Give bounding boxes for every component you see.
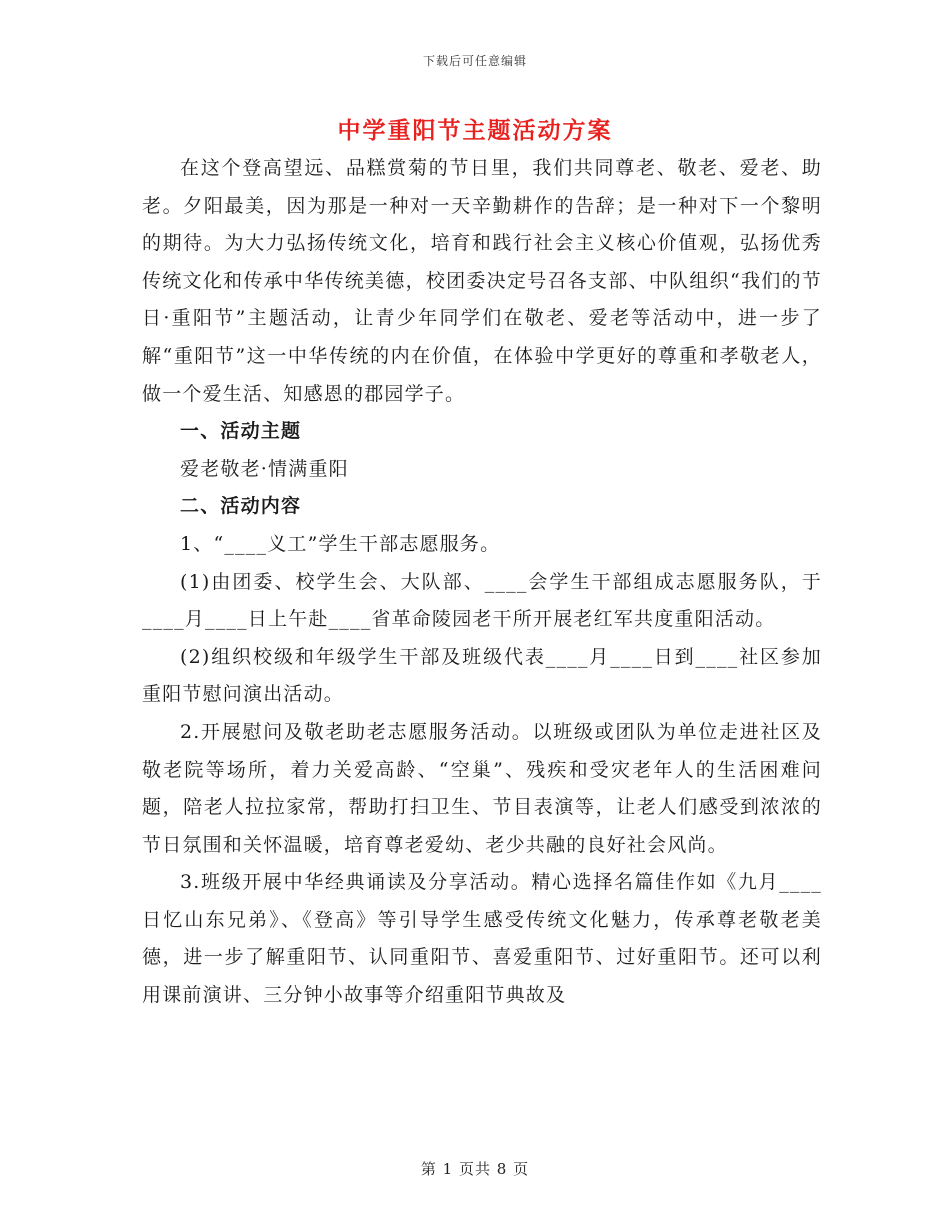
content-item-2: 2.开展慰问及敬老助老志愿服务活动。以班级或团队为单位走进社区及敬老院等场所，着力关爱高龄、“空巢”、残疾和受灾老年人的生活困难问题，陪老人拉拉家常，帮助打扫卫生、节目表演等，让老人们感受到浓浓的节日氛围和关怀温暖，培育尊老爱幼、老少共融的良好社会风尚。: [142, 720, 822, 856]
document-title: 中学重阳节主题活动方案: [337, 117, 613, 144]
section-heading-theme: 一、活动主题: [180, 420, 302, 443]
theme-text: 爱老敬老·情满重阳: [180, 457, 349, 480]
content-item-3: 3.班级开展中华经典诵读及分享活动。精心选择名篇佳作如《九月____日忆山东兄弟》、《登高》等引导学生感受传统文化魅力，传承尊老敬老美德，进一步了解重阳节、认同重阳节、喜爱重阳节、过好重阳节。还可以利用课前演讲、三分钟小故事等介绍重阳节典故及: [142, 871, 822, 1007]
document-body: [142, 150, 822, 1015]
content-item-1-sub-1: (1)由团委、校学生会、大队部、____会学生干部组成志愿服务队，于____月____日上午赴____省革命陵园老干所开展老红军共度重阳活动。: [142, 570, 822, 631]
content-item-1-sub-2: (2)组织校级和年级学生干部及班级代表____月____日到____社区参加重阳节慰问演出活动。: [142, 645, 822, 706]
section-heading-content: 二、活动内容: [180, 495, 302, 518]
header-note: 下载后可任意编辑: [422, 54, 527, 68]
content-item-1: 1、“____义工”学生干部志愿服务。: [180, 532, 501, 555]
intro-paragraph: 在这个登高望远、品糕赏菊的节日里，我们共同尊老、敬老、爱老、助老。夕阳最美，因为那是一种对一天辛勤耕作的告辞；是一种对下一个黎明的期待。为大力弘扬传统文化，培育和践行社会主义核心价值观，弘扬优秀传统文化和传承中华传统美德，校团委决定号召各支部、中队组织“我们的节日·重阳节”主题活动，让青少年同学们在敬老、爱老等活动中，进一步了解“重阳节”这一中华传统的内在价值，在体验中学更好的尊重和孝敬老人，做一个爱生活、知感恩的郡园学子。: [142, 157, 822, 405]
page-footer: 第 1 页共 8 页: [420, 1160, 530, 1178]
